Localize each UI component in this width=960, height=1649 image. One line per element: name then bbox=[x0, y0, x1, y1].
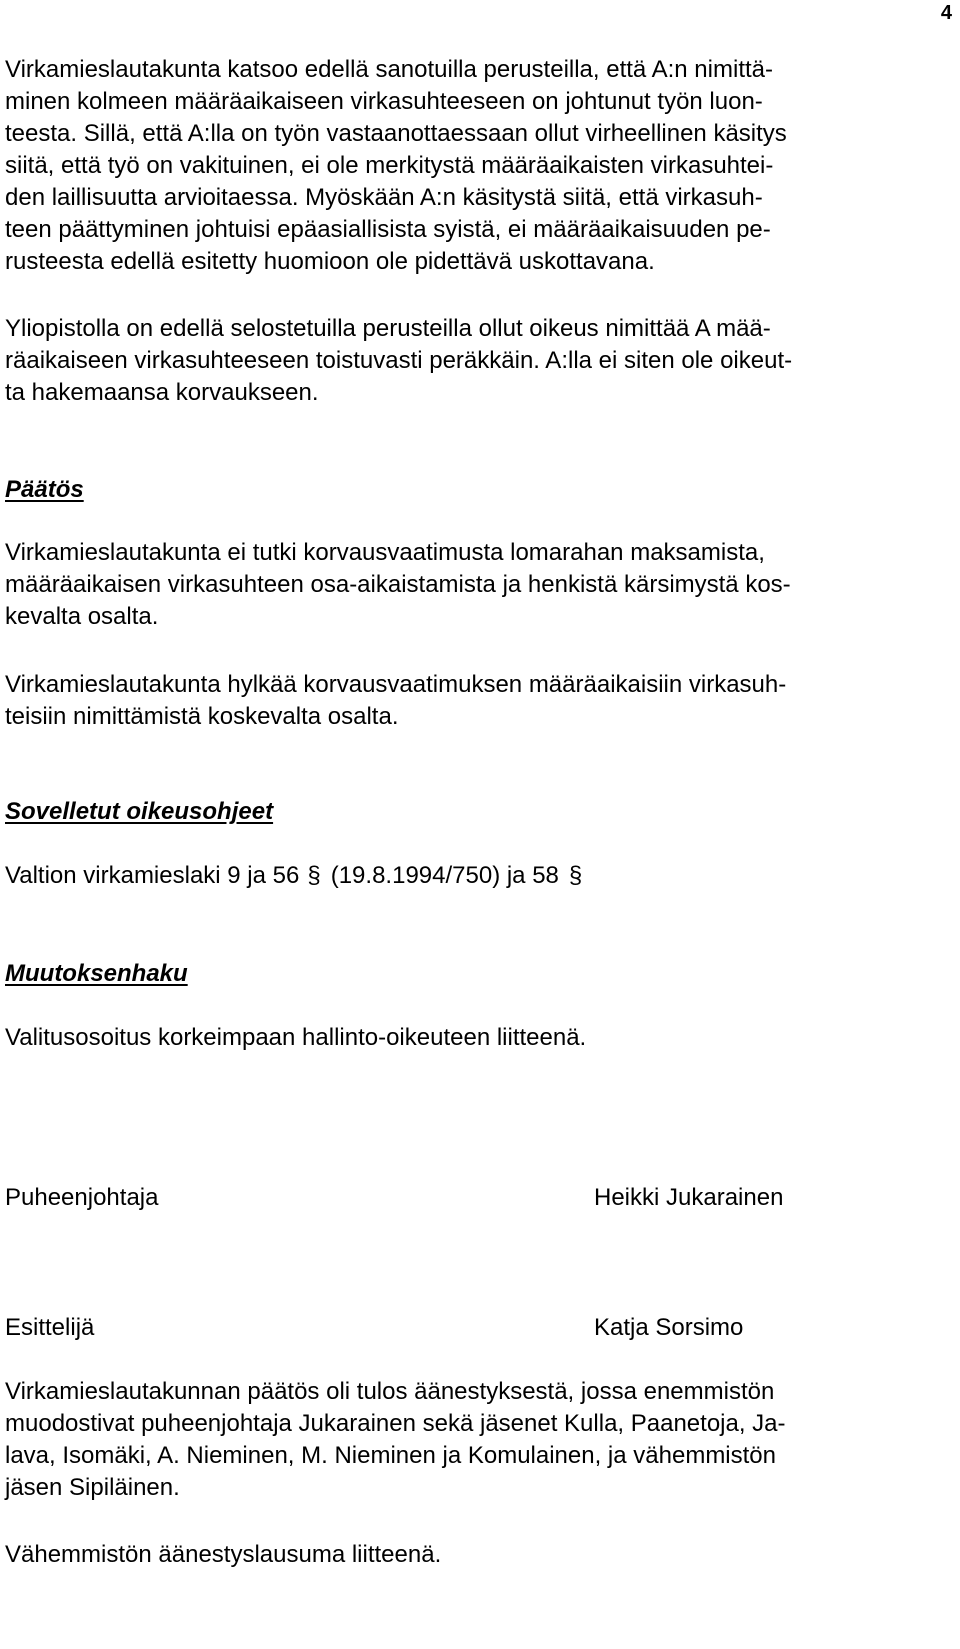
paragraph-appeal-instructions: Valitusosoitus korkeimpaan hallinto-oikeuteen liitteenä. bbox=[5, 1024, 587, 1051]
paragraph-rejected: Virkamieslautakunta hylkää korvausvaatimuksen määräaikaisiin virkasuh- teisiin nimittämistä koskevalta osalta. bbox=[5, 671, 787, 730]
applied-law-line bbox=[5, 860, 935, 892]
section-sign-1: § bbox=[307, 862, 321, 889]
paragraph-university-right: Yliopistolla on edellä selostetuilla perusteilla ollut oikeus nimittää A mää- räaikaiseen virkasuhteeseen toistuvasti peräkkäin. A:lla ei siten ole oikeut- ta hakemaansa korvaukseen. bbox=[5, 315, 793, 406]
paragraph-minority-statement: Vähemmistön äänestyslausuma liitteenä. bbox=[5, 1541, 442, 1568]
heading-applied-law: Sovelletut oikeusohjeet bbox=[5, 798, 274, 825]
paragraph-reasoning: Virkamieslautakunta katsoo edellä sanotuilla perusteilla, että A:n nimittä- minen kolmeen määräaikaiseen virkasuhteeseen on johtunut työn luon- teesta. Sillä, että A:lla on työn vastaanottaessaan ollut virheellinen käsitys siitä, että työ on vakituinen, ei ole merkitystä määräaikaisten virkasuhtei- den laillisuutta arvioitaessa. Myöskään A:n käsitystä siitä, että virkasuh- teen päättyminen johtuisi epäasiallisista syistä, ei määräaikaisuuden pe- rusteesta edellä esitetty huomioon ole pidettävä uskottavana. bbox=[5, 56, 787, 275]
applied-law-text: Valtion virkamieslaki 9 ja 56 bbox=[5, 862, 300, 889]
chair-role: Puheenjohtaja bbox=[5, 1184, 159, 1211]
presenter-name: Katja Sorsimo bbox=[594, 1314, 744, 1341]
presenter-role: Esittelijä bbox=[5, 1314, 95, 1341]
page-number: 4 bbox=[940, 2, 952, 24]
paragraph-not-examined: Virkamieslautakunta ei tutki korvausvaatimusta lomarahan maksamista, määräaikaisen virkasuhteen osa-aikaistamista ja henkistä kärsimystä kos- kevalta osalta. bbox=[5, 539, 791, 630]
heading-decision: Päätös bbox=[5, 476, 84, 503]
heading-appeal: Muutoksenhaku bbox=[5, 960, 188, 987]
chair-name: Heikki Jukarainen bbox=[594, 1184, 784, 1211]
paragraph-vote-result: Virkamieslautakunnan päätös oli tulos äänestyksestä, jossa enemmistön muodostivat puheenjohtaja Jukarainen sekä jäsenet Kulla, Paanetoja, Ja- lava, Isomäki, A. Nieminen, M. Nieminen ja Komulainen, ja vähemmistön jäsen Sipiläinen. bbox=[5, 1378, 786, 1501]
section-sign-2: § bbox=[568, 862, 583, 889]
applied-law-ref: (19.8.1994/750) ja 58 bbox=[330, 862, 559, 889]
